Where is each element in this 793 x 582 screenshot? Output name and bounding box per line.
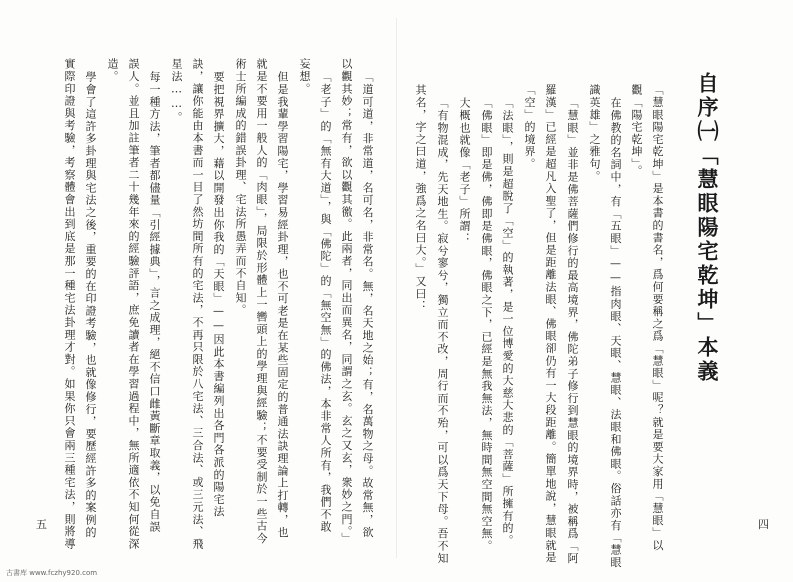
body-column: 但是我輩學習陽宅，學習易經卦理，也不可老是在某些固定的普通法訣理論上打轉，也 [276,71,289,539]
body-column: 「老子」的「無有大道」，與「佛陀」的「無空無」的佛法，本非常人所有，我們不敢 [319,71,332,533]
body-column: 造。 [106,58,119,83]
body-column: 其名，字之曰道，強爲之名曰大。」又曰： [414,84,427,313]
body-column: 「慧眼陽宅乾坤」是本書的書名，爲何要稱之爲「慧眼」呢？就是要大家用「慧眼」以 [651,84,664,552]
page-title: 自序㈠「慧眼陽宅乾坤」本義 [695,72,720,384]
body-column: 星法……。 [170,58,183,124]
body-column: 「慧眼」並非是佛菩薩們修行的最高境界，佛陀弟子修行到慧眼的境界時，被稱爲「阿 [566,97,579,565]
body-column: 妄想。 [298,58,311,95]
body-column: 學會了這許多卦理與宅法之後，重要的在印證考驗，也就像修行，要歷經許多的案例的 [84,71,97,539]
body-column: 羅漢」已經是超凡入聖了，但是距離法眼、佛眼卻仍有一大段距離。簡單地說，慧眼就是 [544,84,557,564]
body-column: 誤人。並且加註筆者二十幾年來的經驗評語，庶免讀者在學習過程中，無所適依不知何從深 [127,58,140,550]
body-column: 「佛眼」即是佛，佛即是佛眼，佛眼之下，已經是無我無法，無時間無空間無空無。 [480,97,493,553]
body-column: 識英雄」之雅句。 [588,84,601,183]
body-column: 以觀其妙；常有，欲以觀其徼。此兩者，同出而異名，同謂之玄。玄之又玄，衆妙之門。」 [340,58,353,545]
body-column: 觀「陽宅乾坤」。 [630,84,643,177]
page-gutter [396,18,397,558]
body-column: 「有物混成，先天地生。寂兮寥兮，獨立而不改，周行而不殆，可以爲天下母。吾不知 [436,97,449,565]
body-column: 「法眼」，則是超脫了「空」的執著，是一位博愛的大慈大悲的「菩薩」所擁有的。 [501,97,514,547]
body-column: 「空」的境界。 [523,84,536,171]
body-column: 訣，讓你能由本書而一目了然坊間所有的宅法，不再只限於八宅法、三合法、或三元法、飛 [191,58,204,550]
body-column: 實際印證與考驗，考察體會出到底是那一種宅法卦理才對。如果你只會兩三種宅法，則將導 [63,58,76,550]
body-column: 大概也就像「老子」所謂： [458,97,471,245]
body-column: 「道可道，非常道，名可名，非常名。無，名天地之始；有，名萬物之母。故常無，欲 [361,71,374,539]
body-column: 每一種方法，筆者都儘量「引經據典」，言之成理，絕不信口雌黃斷章取義，以免自誤 [148,71,161,533]
page-number: 五 [36,518,47,531]
page-number: 四 [758,518,769,531]
watermark-footer: 古書库 www.fczhy920.com [6,569,98,577]
body-column: 要把視界擴大，藉以開發出你我的「天眼」——因此本書編列出各門各派的陽宅法 [212,71,225,518]
body-column: 就是不要用一般人的「肉眼」，局限於形體上一轡頭上的學理與經驗；不要受制於一些古今 [255,58,268,545]
body-column: 在佛教的名詞中，有「五眼」——指肉眼、天眼、慧眼、法眼和佛眼。俗話亦有「慧眼 [609,97,622,569]
body-column: 術士所編成的錯誤卦理、宅法所愚弄而不自知。 [234,58,247,317]
